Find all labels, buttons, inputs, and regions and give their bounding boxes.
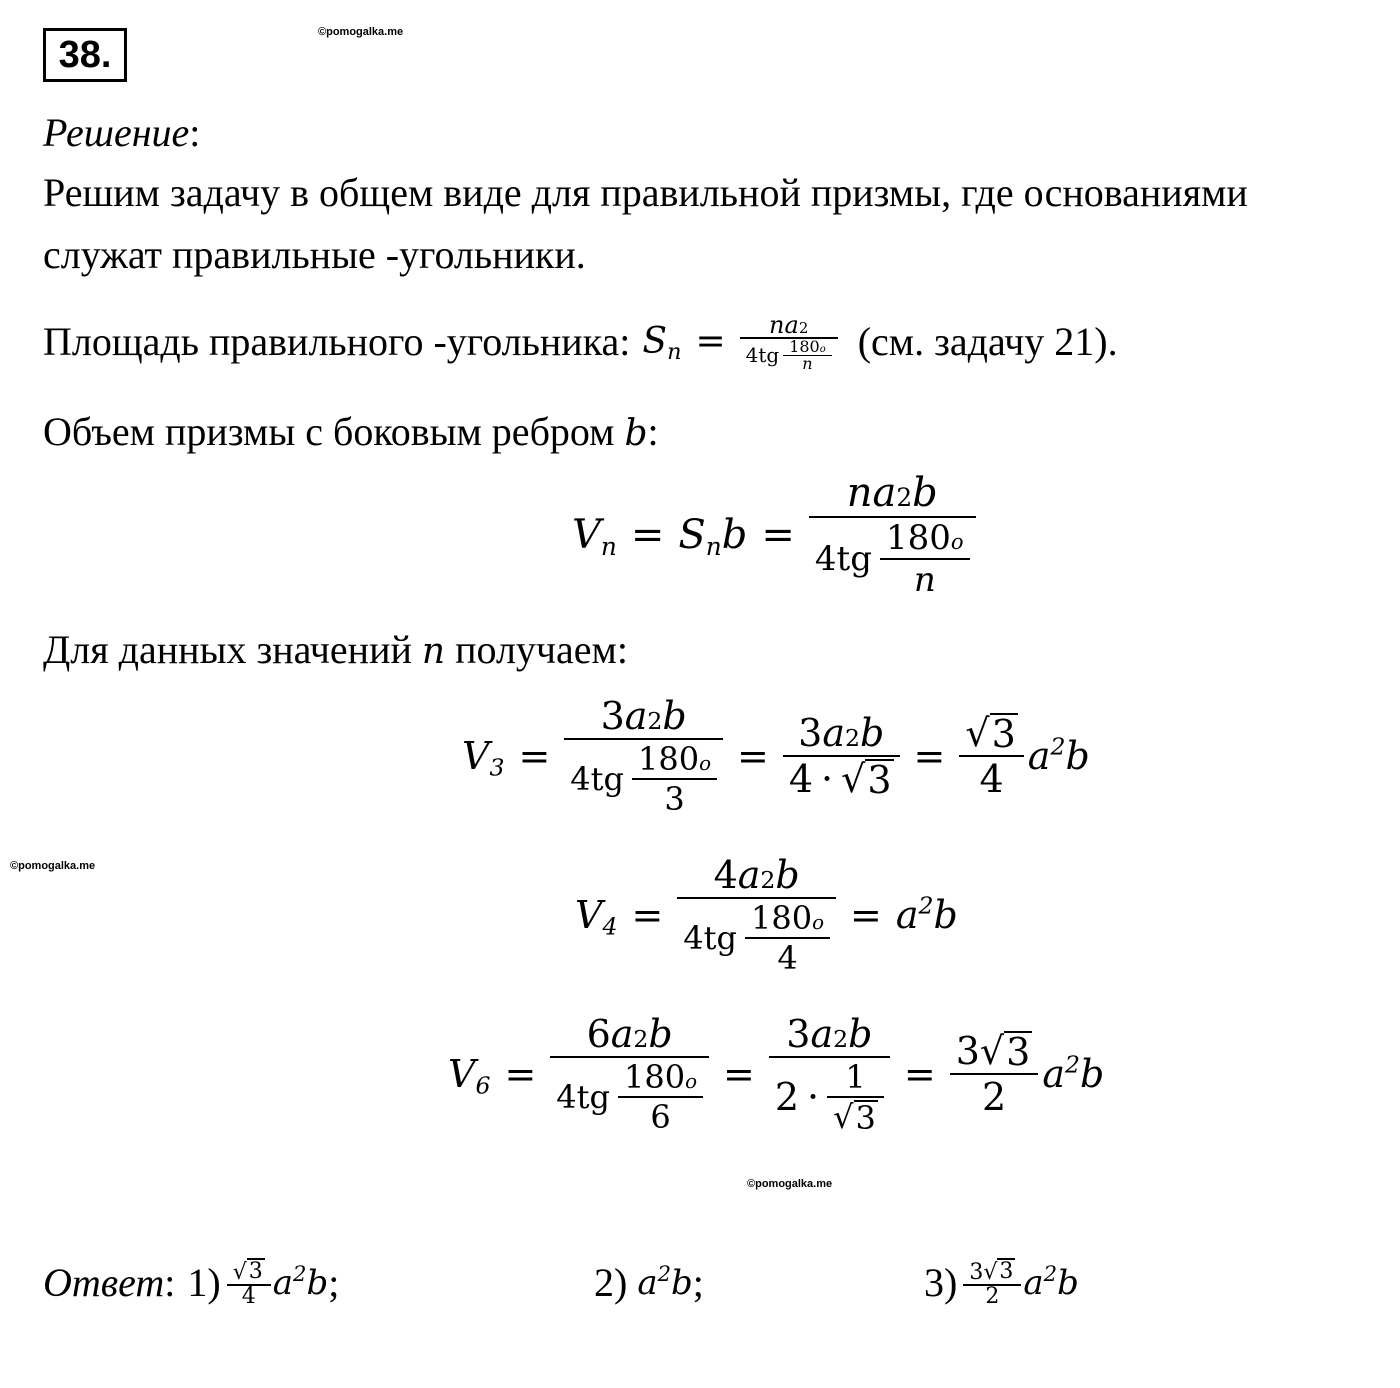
v6-formula: $V_6$ = 6 a 2 b 4tg 180 o 6 = 3 a 2 b 2 · 1 √ 3 = 3 √ 3 2 $a^2b$	[448, 1012, 1105, 1138]
watermark-bottom: ©pomogalka.me	[747, 1178, 833, 1190]
area-formula-line: Площадь правильного -угольника: $S_n$ = n a 2 4tg 180 o n (см. задачу 21).	[43, 310, 1118, 373]
area-suffix: (см. задачу 21).	[857, 319, 1118, 364]
answer-label: Ответ:	[43, 1260, 176, 1305]
area-prefix: Площадь правильного -угольника:	[43, 319, 631, 364]
solution-heading: Решение:	[43, 110, 201, 155]
paragraph-line-2: служат правильные -угольники.	[43, 232, 586, 277]
answer-line: Ответ: 1) √ 3 4 $a^2b$ ;	[43, 1259, 340, 1309]
watermark-left: ©pomogalka.me	[10, 860, 96, 872]
for-values-line: Для данных значений n получаем:	[43, 627, 628, 672]
answer-item-2: 2) $a^2b$ ;	[594, 1260, 704, 1305]
area-symbol: $S_n$	[642, 321, 682, 366]
problem-number: 38.	[43, 28, 127, 82]
volume-general-fraction: n a 2 b 4tg 180 o n	[809, 470, 976, 600]
v4-formula: $V_4$ = 4 a 2 b 4tg 180 o 4 = $a^2b$	[575, 853, 958, 977]
answer-item-3: 3) 3 √ 3 2 $a^2b$	[924, 1259, 1079, 1309]
volume-intro: Объем призмы с боковым ребром b:	[43, 409, 659, 454]
v3-formula: $V_3$ = 3 a 2 b 4tg 180 o 3 = 3 a 2 b 4 · √ 3 = √ 3 4 $a^2b$	[462, 694, 1090, 818]
volume-general-formula: $V_n$ = $S_nb$ = n a 2 b 4tg 180 o n	[572, 470, 976, 600]
paragraph-line-1: Решим задачу в общем виде для правильной призмы, где основаниями	[43, 170, 1248, 215]
area-fraction: n a 2 4tg 180 o n	[740, 313, 838, 372]
watermark-top: ©pomogalka.me	[318, 26, 404, 38]
